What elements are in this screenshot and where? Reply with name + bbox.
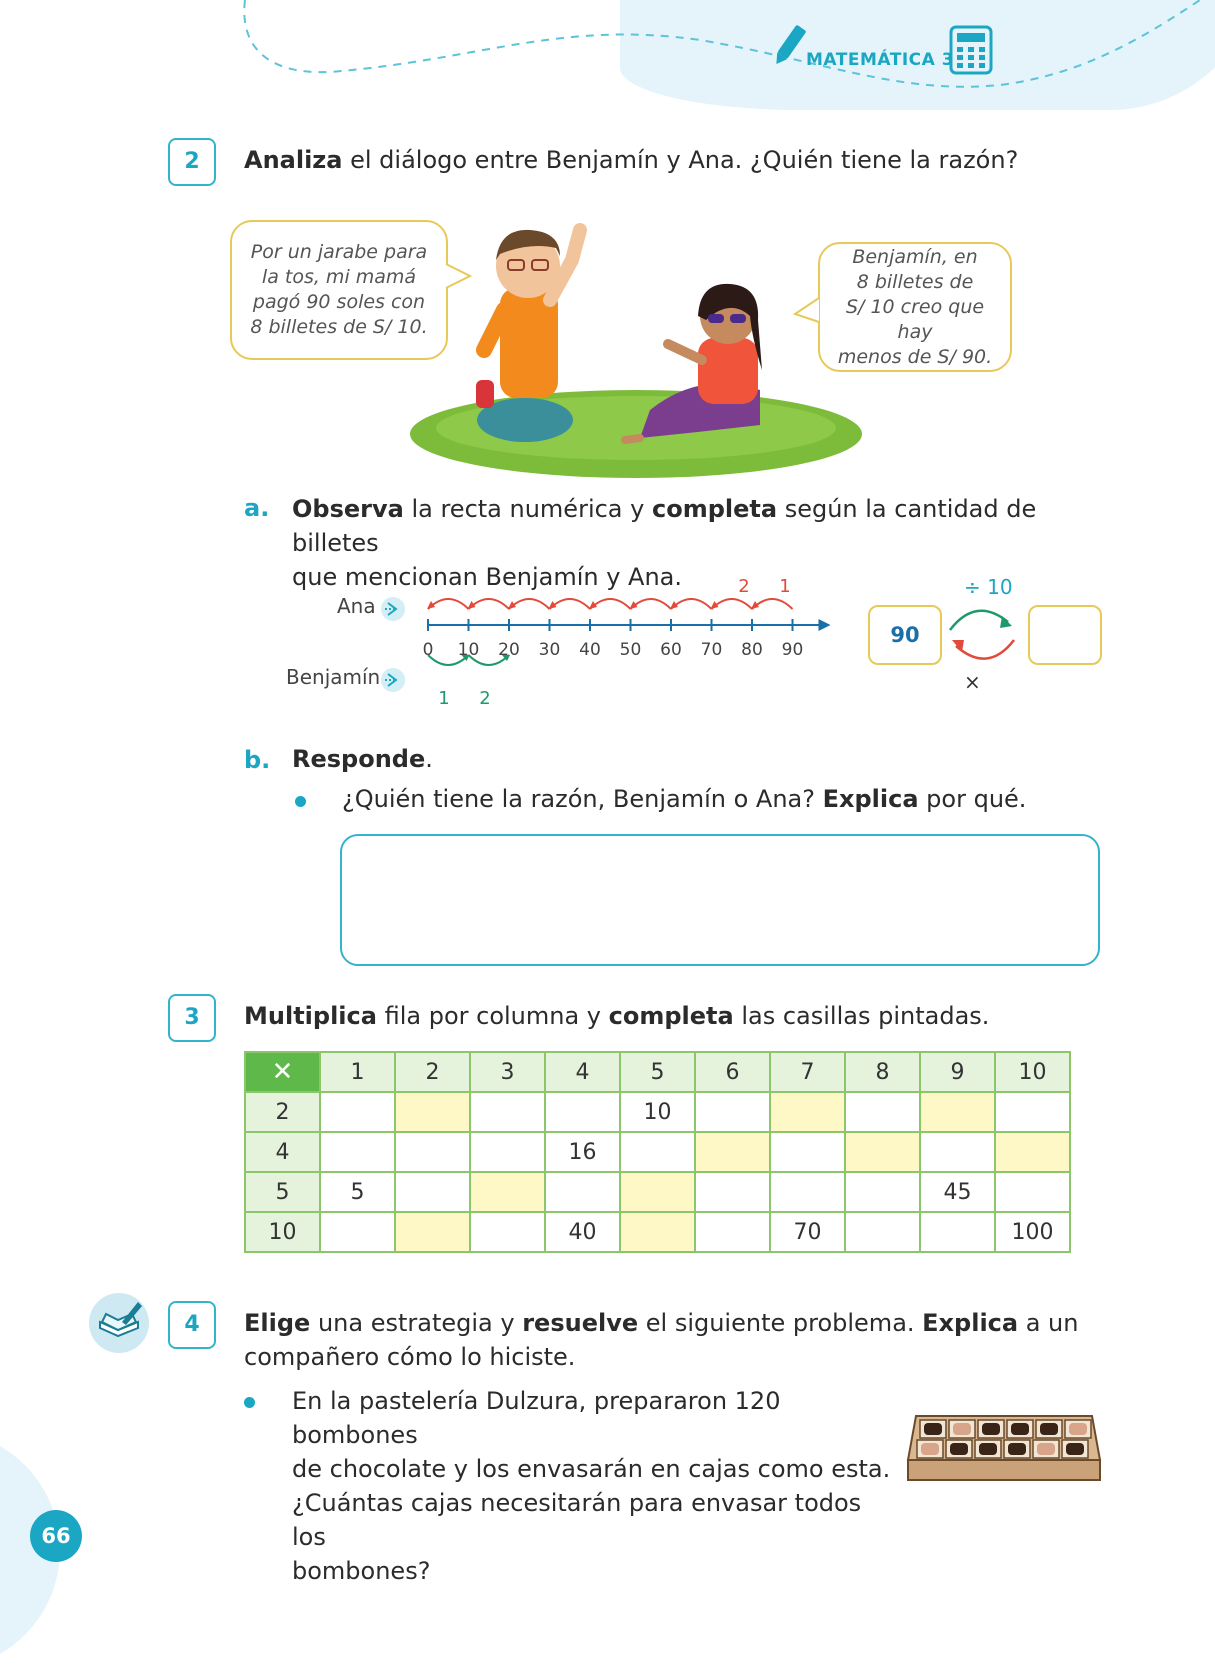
children-illustration (400, 220, 880, 480)
bonbon (1069, 1423, 1087, 1435)
table-cell (320, 1212, 395, 1252)
answer-cell[interactable] (470, 1172, 545, 1212)
benjamin-figure (476, 230, 580, 442)
exercise-4-problem: En la pastelería Dulzura, prepararon 120 bombones de chocolate y los envasarán en cajas como esta. ¿Cuántas cajas necesitarán para envasar todos los bombones? (292, 1387, 891, 1585)
bonbon (1066, 1443, 1084, 1455)
answer-cell[interactable] (395, 1212, 470, 1252)
table-cell (545, 1172, 620, 1212)
calculator-icon (948, 24, 994, 76)
page-number: 66 (30, 1510, 82, 1562)
answer-box-bills[interactable] (1028, 605, 1102, 665)
ana-jump-arc (631, 599, 672, 609)
table-cell: 16 (545, 1132, 620, 1172)
table-cell (770, 1132, 845, 1172)
bonbon (924, 1423, 942, 1435)
chocolate-box-image (906, 1410, 1102, 1484)
column-header: 9 (920, 1052, 995, 1092)
table-cell: 5 (320, 1172, 395, 1212)
part-a-instruction: Observa la recta numérica y completa según la cantidad de billetes que mencionan Benjamín y Ana. (292, 495, 1037, 591)
answer-text-box[interactable] (340, 834, 1100, 966)
subject-title: MATEMÁTICA 3 (806, 50, 955, 70)
answer-cell[interactable] (920, 1092, 995, 1132)
row-header: 2 (245, 1092, 320, 1132)
answer-cell[interactable] (620, 1172, 695, 1212)
benjamin-arrow-icon (380, 667, 406, 693)
table-cell (845, 1092, 920, 1132)
column-header: 5 (620, 1052, 695, 1092)
exercise-number-2: 2 (168, 138, 216, 186)
column-header: 1 (320, 1052, 395, 1092)
exercise-number-4: 4 (168, 1301, 216, 1349)
bonbon (921, 1443, 939, 1455)
table-cell (995, 1172, 1070, 1212)
ana-speech-bubble: Benjamín, en 8 billetes de S/ 10 creo que hay menos de S/ 90. (818, 242, 1012, 372)
table-cell (320, 1132, 395, 1172)
part-b-letter: b. (244, 746, 271, 774)
number-line-arrowhead (819, 619, 831, 631)
ana-jump-arc (550, 599, 591, 609)
tick-label: 70 (700, 640, 723, 660)
table-cell (395, 1172, 470, 1212)
tick-label: 50 (619, 640, 642, 660)
row-header: 10 (245, 1212, 320, 1252)
table-row (245, 1092, 1070, 1132)
part-a-letter: a. (244, 494, 270, 522)
ana-jump-arc (671, 599, 712, 609)
answer-cell[interactable] (695, 1132, 770, 1172)
column-header: 2 (395, 1052, 470, 1092)
column-header: 4 (545, 1052, 620, 1092)
table-cell (920, 1132, 995, 1172)
table-cell (470, 1212, 545, 1252)
column-header: 7 (770, 1052, 845, 1092)
bonbon (950, 1443, 968, 1455)
column-header: 10 (995, 1052, 1070, 1092)
answer-cell[interactable] (395, 1092, 470, 1132)
table-row (245, 1212, 1070, 1252)
column-header: 3 (470, 1052, 545, 1092)
ana-jump-arc (590, 599, 631, 609)
table-cell (695, 1212, 770, 1252)
tick-label: 10 (457, 640, 480, 660)
column-header: 6 (695, 1052, 770, 1092)
table-cell: 100 (995, 1212, 1070, 1252)
tick-label: 80 (741, 640, 763, 660)
divide-by-ten-label: ÷ 10 (964, 575, 1013, 599)
exercise-number-3: 3 (168, 994, 216, 1042)
ana-jump-arc (469, 599, 510, 609)
benjamin-bubble-tail (444, 262, 474, 292)
ana-jump-arc (509, 599, 550, 609)
multiplication-table (244, 1051, 1071, 1253)
table-cell: 40 (545, 1212, 620, 1252)
bonbon (1011, 1423, 1029, 1435)
tick-label: 90 (781, 640, 804, 660)
header-dashed-curve (0, 0, 1215, 110)
table-cell (995, 1092, 1070, 1132)
multiply-label: × (964, 670, 981, 694)
ana-jump-label-2: 2 (738, 576, 750, 597)
table-cell (920, 1212, 995, 1252)
ana-label: Ana (337, 594, 376, 618)
table-row (245, 1132, 1070, 1172)
column-header: 8 (845, 1052, 920, 1092)
table-cell (470, 1132, 545, 1172)
table-header-row (245, 1052, 1070, 1092)
ana-jump-arc (712, 599, 753, 609)
table-cell (695, 1092, 770, 1132)
table-cell (320, 1092, 395, 1132)
part-b-title: Responde. (292, 745, 433, 773)
exercise-2-instruction: Analiza el diálogo entre Benjamín y Ana. ¿Quién tiene la razón? (244, 146, 1019, 174)
operation-cycle-arrows (942, 600, 1022, 670)
row-header: 5 (245, 1172, 320, 1212)
bonbon (979, 1443, 997, 1455)
pencil-icon (772, 22, 806, 70)
benjamin-speech-bubble: Por un jarabe para la tos, mi mamá pagó 90 soles con 8 billetes de S/ 10. (230, 220, 448, 360)
bonbon (982, 1423, 1000, 1435)
benjamin-jump-label-2: 2 (479, 688, 491, 709)
tick-label: 0 (422, 640, 434, 660)
ana-arrow-icon (380, 596, 406, 622)
table-cell: 10 (620, 1092, 695, 1132)
bullet (295, 796, 306, 807)
table-cell (695, 1172, 770, 1212)
tick-label: 20 (498, 640, 520, 660)
exercise-4-instruction: Elige una estrategia y resuelve el siguiente problema. Explica a un compañero cómo lo hiciste. (244, 1309, 1079, 1371)
table-cell: 45 (920, 1172, 995, 1212)
table-cell (470, 1092, 545, 1132)
answer-cell[interactable] (620, 1212, 695, 1252)
bonbon (953, 1423, 971, 1435)
table-cell (620, 1132, 695, 1172)
tick-label: 60 (660, 640, 682, 660)
bonbon (1040, 1423, 1058, 1435)
tick-label: 40 (579, 640, 601, 660)
strategy-book-icon (88, 1292, 150, 1354)
value-box-90: 90 (868, 605, 942, 665)
benjamin-jump-label-1: 1 (438, 688, 450, 709)
tick-label: 30 (538, 640, 561, 660)
table-cell (395, 1132, 470, 1172)
corner-cell: ✕ (245, 1052, 320, 1092)
table-cell (845, 1212, 920, 1252)
table-cell: 70 (770, 1212, 845, 1252)
answer-cell[interactable] (770, 1092, 845, 1132)
part-b-question: ¿Quién tiene la razón, Benjamín o Ana? Explica por qué. (342, 785, 1027, 813)
ana-jump-arc (752, 599, 793, 609)
table-cell (545, 1092, 620, 1132)
benjamin-label: Benjamín (286, 665, 381, 689)
ana-bubble-tail (793, 296, 821, 326)
row-header: 4 (245, 1132, 320, 1172)
answer-cell[interactable] (845, 1132, 920, 1172)
table-cell (845, 1172, 920, 1212)
table-row (245, 1172, 1070, 1212)
bullet (244, 1397, 255, 1408)
table-cell (770, 1172, 845, 1212)
answer-cell[interactable] (995, 1132, 1070, 1172)
ana-jump-label-1: 1 (779, 576, 791, 597)
bonbon (1008, 1443, 1026, 1455)
ana-jump-arc (428, 599, 469, 609)
bonbon (1037, 1443, 1055, 1455)
exercise-3-instruction: Multiplica fila por columna y completa las casillas pintadas. (244, 1002, 990, 1030)
